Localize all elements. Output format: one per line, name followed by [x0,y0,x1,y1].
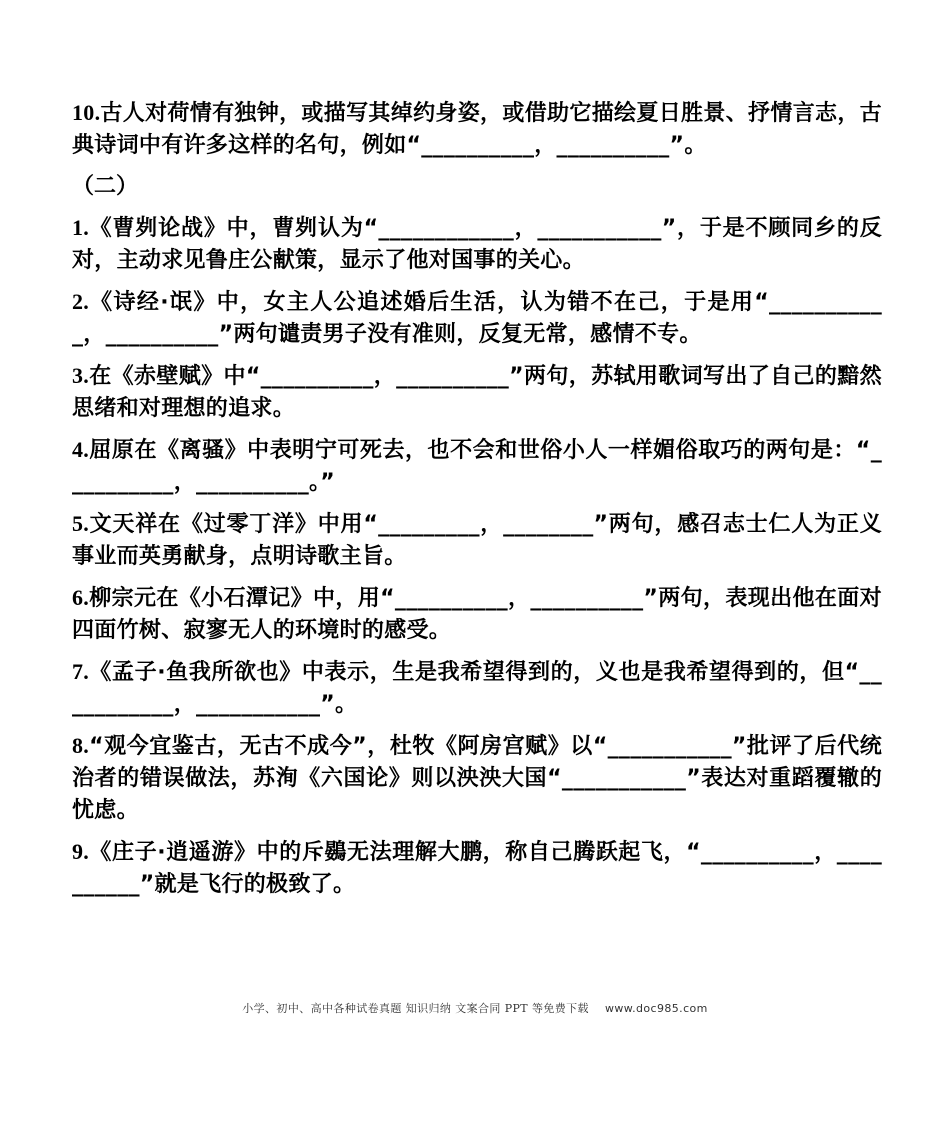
question-text: 《庄子·逍遥游》中的斥鷃无法理解大鹏，称自己腾跃起飞，“__________，__________”就是飞行的极致了。 [72,840,882,897]
question-text: 文天祥在《过零丁洋》中用“_________，________”两句，感召志士仁人为正义事业而英勇献身，点明诗歌主旨。 [72,512,882,569]
page-footer [0,1000,950,1016]
footer-link[interactable]: www.doc985.com [604,1002,708,1015]
question-number: 2. [72,289,90,314]
question-number: 1. [72,215,90,240]
question-number: 5. [72,511,90,536]
question-6 [72,582,882,647]
question-text: 《诗经·氓》中，女主人公追述婚后生活，认为错不在己，于是用“___________，__________”两句谴责男子没有准则，反复无常，感情不专。 [72,290,882,347]
question-text: 《孟子·鱼我所欲也》中表示，生是我希望得到的，义也是我希望得到的，但“___________，___________”。 [72,660,882,717]
question-number: 8. [72,733,90,758]
question-text: 屈原在《离骚》中表明宁可死去，也不会和世俗小人一样媚俗取巧的两句是：“__________，__________。” [72,438,882,495]
question-2 [72,286,882,351]
question-number: 3. [72,363,90,388]
question-text: “观今宜鉴古，无古不成今”，杜牧《阿房宫赋》以“___________”批评了后代统治者的错误做法，苏洵《六国论》则以泱泱大国“___________”表达对重蹈覆辙的忧虑。 [72,734,882,823]
question-text: 柳宗元在《小石潭记》中，用“__________，__________”两句，表现出他在面对四面竹树、寂寥无人的环境时的感受。 [72,586,882,643]
question-1 [72,212,882,277]
section-heading: （二） [72,174,139,199]
question-text: 《曹刿论战》中，曹刿认为“____________，___________”，于是不顾同乡的反对，主动求见鲁庄公献策，显示了他对国事的关心。 [72,216,882,273]
question-text: 古人对荷情有独钟，或描写其绰约身姿，或借助它描绘夏日胜景、抒情言志，古典诗词中有许多这样的名句，例如“__________，__________”。 [72,101,882,158]
question-number: 9. [72,839,90,864]
question-number: 6. [72,585,90,610]
question-4 [72,434,882,499]
question-number: 7. [72,659,90,684]
question-text: 在《赤壁赋》中“__________，__________”两句，苏轼用歌词写出了自己的黯然思绪和对理想的追求。 [72,364,882,421]
footer-text: 小学、初中、高中各种试卷真题 知识归纳 文案合同 PPT 等免费下载 [242,1002,589,1015]
question-number: 10. [72,100,101,125]
question-5 [72,508,882,573]
document-body [72,97,882,910]
question-7 [72,656,882,721]
question-number: 4. [72,437,90,462]
question-3 [72,360,882,425]
question-10 [72,97,882,162]
question-9 [72,836,882,901]
question-8 [72,730,882,827]
